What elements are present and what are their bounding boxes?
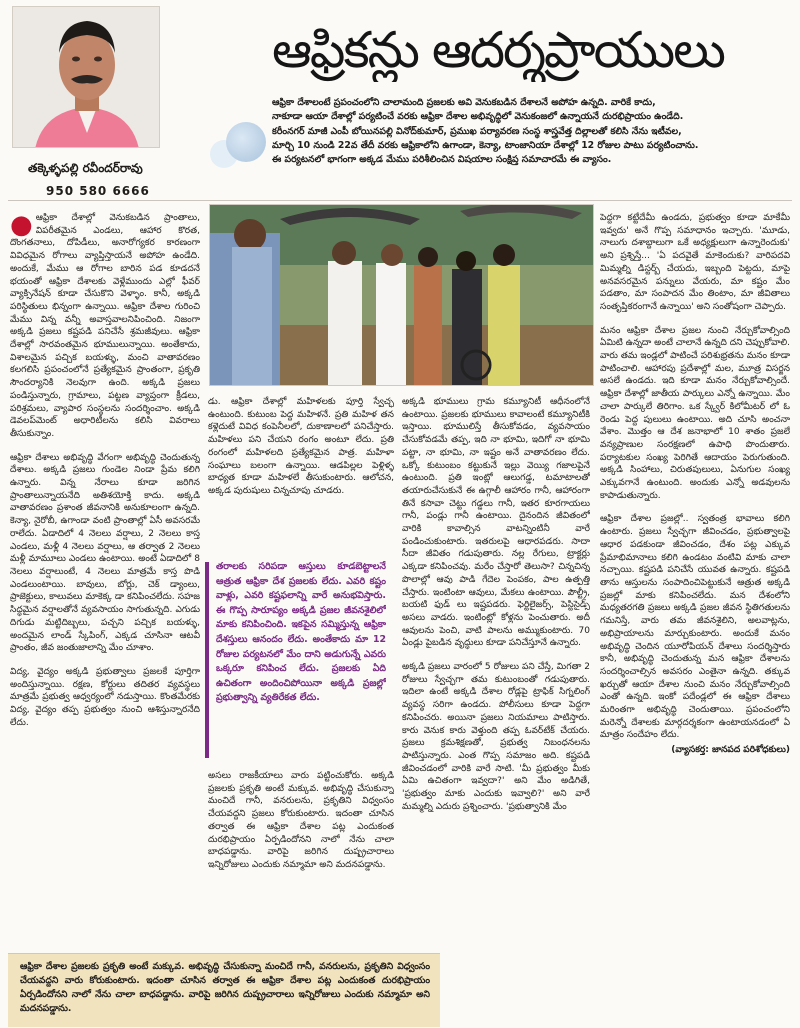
highlight-quote: తరాలకు సరిపడా ఆస్తులు కూడబెట్టాలనే ఆత్రుత ఆఫ్రికా దేశ ప్రజలకు లేదు. ఎవరి కష్టం వాళ్లు, ఎవరి కష్టఫలాన్ని వారే అనుభవిస్తారు. ఈ గొప్ప సారూప్యం అక్కడి ప్రజల జీవనశైలిలో మాకు కనిపించింది. ఇకపైన సమ్మిస్తున్న ఆఫ్రికా దేశస్తులు ఆనందం లేదు. అంతేకాదు మా 12 రోజుల పర్యటనలో మేం దాని అడుగున్నే ఎవరు ఒక్కరూ కనిపించ లేదు. ప్రజలకు ఏది ఉచితంగా అందించిపోయినా అక్కడి ప్రజల్లో ప్రభుత్వాన్ని వ్యతిరేకత లేదు. bbox=[216, 561, 386, 704]
intro-line: ఈ పర్యటనలో భాగంగా అక్కడ మేము పరిశీలించిన విషయాల సంక్షిప్త సమాచారమే ఈ వ్యాసం. bbox=[272, 154, 612, 166]
decorative-circle bbox=[226, 122, 266, 162]
article-column-1 bbox=[10, 212, 200, 948]
highlight-bar bbox=[205, 562, 209, 758]
author-photo bbox=[12, 6, 160, 148]
paragraph: మనం ఆఫ్రికా దేశాల ప్రజల నుంచి నేర్చుకోవాల్సింది ఏమిటి ఉన్నదా అంటే చాలానే ఉన్నది దని చెప్పుకోవాలి. వారు తమ ఇండ్లలో పాటించే పరిశుభ్రతను మనం కూడా పాటించాలి. ఆహారపు ప్రదేశాల్లో మల, మూత్ర విసర్జన అసలే ఉండదు. ఇది కూడా మనం నేర్చుకోవాల్సిందే. ఆఫ్రికా దేశాల్లో జాతీయ పార్కులు ఎన్నో ఉన్నాయి. మేం చాలా పార్కులే తిరిగాం. ఒక స్క్వేర్ కిలోమీటర్ లో ఓ రెండు పెద్ద పులులు ఉంటాయి. అది చూసి అంచనా వేశాం. మొత్తం ఆ దేశ జనాభాలో 10 శాతం ప్రజలే వన్యప్రాణుల సంరక్షణలో ఉపాధి పొందుతారు. పర్యాటకుల సంఖ్య పెరిగితే ఆదాయం పెరుగుతుంది. అక్కడి సింహాలు, చిరుతపులులు, ఏనుగుల సంఖ్య ఎక్కువగానే ఉంటుంది. అందుకు ఎన్నో అడవులను కాపాడుతున్నారు. bbox=[600, 325, 790, 501]
dropcap-mark: ● bbox=[10, 212, 33, 240]
pullquote-box: ఆఫ్రికా దేశాల ప్రజలకు ప్రకృతి అంటే మక్కువ. అభివృద్ధి చేసుకున్నా మంచిదే గానీ, వనరులను, ప్రకృతిని విధ్వంసం చేయవద్దని వారు కోరుకుంటారు. ఇదంతా చూసిన తర్వాత ఈ ఆఫ్రికా దేశాల పట్ల ఎందుకంత దురభిప్రాయం ఏర్పడిందోనని నాలో నేను చాలా బాధపడ్డాను. వారిపై జరిగిన దుష్ప్రచారాలు ఇన్నిరోజులు ఎందుకు నమ్మామా అని మదనపడ్డాను. bbox=[8, 953, 440, 1027]
article-column-2-bottom bbox=[208, 770, 394, 946]
article-column-3 bbox=[402, 396, 590, 1026]
author-phone: 950 580 6666 bbox=[46, 184, 150, 198]
article-column-2-top bbox=[208, 396, 394, 556]
paragraph: అక్కడి ప్రజలు వారంలో 5 రోజులు పని చేస్తే, మిగతా 2 రోజులు స్వేచ్ఛగా తమ కుటుంబంతో గడుపుతారు. ఇదిలా ఉంటే అక్కడి దేశాల రోడ్లపై ట్రాఫిక్ సిగ్నలింగ్ వ్యవస్థ సరిగా ఉండదు. పోలీసులు కూడా పెద్దగా కనిపించరు. అయినా ప్రజలు నియమాలు పాటిస్తారు. కారు వెనుక కారు వెళ్తుంది తప్ప ఓవర్‌టేక్ చేయరు. ప్రజలు క్రమశిక్షణతో, ప్రభుత్వ నిబంధనలను పాటిస్తున్నారు. ఎంత గొప్ప సమాజం అది. కష్టపడి జీవించడంలో వారికి వారే సాటి. 'మీ ప్రభుత్వం మీకు ఏమి ఉచితంగా ఇవ్వదా?' అని మేం అడిగితే, 'ప్రభుత్వం మాకు ఎందుకు ఇవ్వాలి?' అని వారే మమ్మల్ని ఎదురు ప్రశ్నించారు. 'ప్రభుత్వానికి మేం bbox=[402, 662, 590, 812]
paragraph: ఆఫ్రికా దేశాలు అభివృద్ధి వేగంగా అభివృద్ధి చెందుతున్న దేశాలు. అక్కడి ప్రజలు గుండెల నిండా ప్రేమ కలిగి ఉన్నారు. విన్న నేరాలు కూడా జరిగిన ప్రాంతాలున్నాయనేది అతిశయోక్తి కాదు. అక్కడి వాతావరణం ప్రశాంత జీవనానికి అనుకూలంగా ఉన్నది. కెన్యా, నైరోబీ, ఉగాండా వంటి ప్రాంతాల్లో ఏసీ అవసరమే రాలేదు. ఏడాదిలో 4 నెలలు వర్షాలు, 2 నెలలు కాస్త ఎండలు, మళ్లీ 4 నెలలు వర్షాలు, ఆ తర్వాత 2 నెలలు మళ్లీ మామూలు ఎండలు ఉంటాయి. అంటే ఏడాదిలో 8 నెలలు వర్షాలుంటే, 4 నెలలు మాత్రమే కాస్త పొడి ఎండలుంటాయి. బావులు, బోర్లు, చెక్ డ్యాంలు, ప్రాజెక్టులు, కాలువలు మాకెక్క డా కనిపించలేదు. సహజ సిద్ధమైన వర్షాలతోనే వ్యవసాయం సాగుతున్నది. ఎగుడు దిగుడు మట్టిదిబ్బలు, పచ్చని పచ్చిక బయళ్ళు, అందమైన లాండ్ స్కేపింగ్, ఎక్కడ చూసినా ఆటవీ ప్రాంతం, జీవ జంతుజాలాన్ని మేం చూశాం. bbox=[10, 452, 200, 654]
author-name: తక్కెళ్ళపల్లి రవీందర్‌రావు bbox=[28, 161, 143, 175]
paragraph: డు. ఆఫ్రికా దేశాల్లో మహిళలకు పూర్తి స్వేచ్ఛ ఉంటుంది. కుటుంబ పెద్ద మహిళనే. ప్రతి మహిళ తన కళ్లెదుటే వివిధ కంపెనీలలో, దుకాణాలలో పనిచేస్తారు. మహిళలు పని చేయని రంగం అంటూ లేదు. ప్రతి రంగంలో మహిళలది ప్రత్యేకమైన పాత్ర. మహిళా సంఘాలు బలంగా ఉన్నాయి. ఆడపిల్లల పెళ్లిళ్ళ బాధ్యత కూడా మహిళలే తీసుకుంటారు. ఆలోచన, అక్కడ పురుషులు చిన్నచూపు చూడరు. bbox=[208, 397, 394, 496]
intro-line: కరీంనగర్ మాజీ ఎంపీ బోయినపల్లి వినోద్‌కుమార్, ప్రముఖ పర్యావరణ సంస్థ శాస్త్రవేత్త దిల్లాలతో కలిసి నేను ఇటీవల, bbox=[272, 125, 682, 137]
paragraph: ● ఆఫ్రికా దేశాల్లో వెనుకబడిన ప్రాంతాలు, విపరీతమైన ఎండలు, ఆహార కొరత, దొంగతనాలు, దోపిడీలు, అనారోగ్యకర కారణంగా వివిధమైన రోగాలు వ్యాప్తిస్తాయనే అపోహ ఉండేది. అందుకే, మేము ఆ రోగాల బారిన పడ కూడదనే భయంతో ఆఫ్రికా దేశాలకు వెళ్లేముందు ఎల్లో ఫీవర్ వ్యాక్సినేషన్ కూడా చేసుకొని వెళ్ళాం. కానీ, అక్కడి పరిస్థితులు భిన్నంగా ఉన్నాయి. ఆఫ్రికా దేశాల గురించి మేము విన్న వన్నీ అవాస్తవాలనిపించింది. నిజంగా అక్కడి ప్రజలు కష్టపడి పనిచేసే శ్రమజీవులు. ఆఫ్రికా దేశాల్లో సారవంతమైన భూములున్నాయి. అంతేకాదు, విశాలమైన పచ్చిక బయళ్ళు, మంచి వాతావరణం కలగలిసి ప్రపంచంలోనే ప్రత్యేకమైన ప్రాంతంగా, ప్రకృతి సౌందర్యానికి నెలవుగా ఉంది. అక్కడి ప్రజలు పండిస్తున్నారు, గ్రామాలు, పట్టణ వ్యాప్తంగా క్రీడలు, పరిశ్రమలు, వ్యాపార సంస్థలను సందర్శించాం. అక్కడి డెవలప్‌మెంట్ అధారిటీలను కలిసి వివరాలు తీసుకున్నాం. bbox=[10, 212, 200, 439]
divider bbox=[8, 200, 792, 201]
intro-line: నాకూడా ఆయా దేశాల్లో పర్యటించే వరకు ఆఫ్రికా దేశాల అభివృద్ధిలో వెనుకంజలో ఉన్నాయనే దురభిప్రాయం ఉండేది. bbox=[272, 111, 684, 123]
paragraph: పెద్దగా కట్టేదేమీ ఉండదు, ప్రభుత్వం కూడా మాకేమీ ఇవ్వదు' అనే గొప్ప సమాధానం ఇచ్చారు. 'మూడు, నాలుగు దశాబ్దాలుగా ఒకే అధ్యక్షులుగా ఉన్నారెందుకు' అని ప్రశ్నిస్తే... 'ఏ పదవైతే మాకెందుకు? వారిపదవి మిమ్మల్ని డిస్టర్బ్ చేయదు, ఇబ్బంది పెట్టదు, మాపై అనవసరమైన పన్నులు వేయరు, మా కష్టం మేం పడతాం, మా సంపాదన మేం తింటాం, మా జీవితాలు సంతృప్తికరంగానే ఉన్నాయి' అని సంతోషంగా చెప్పారు. bbox=[600, 213, 790, 312]
paragraph: ఆఫ్రికా దేశాల ప్రజల్లో.. స్వతంత్ర భావాలు కలిగి ఉంటారు. ప్రజలు స్వేచ్ఛగా జీవించడం, ప్రభుత్వాలపై ఆధార పడకుండా జీవించడం, దేశం పట్ల ఎక్కువ ప్రేమాభిమానాలు కలిగి ఉండటం వంటివి మాకు చాలా నచ్చాయి. కష్టపడి పనిచేసే యువత ఉన్నారు. కష్టపడి తాను ఆస్తులను సంపాదించిపెట్టుకునే ఆత్రుత అక్కడి ప్రజల్లో మాకు కనిపించలేదు. మన దేశంలోని మధ్యతరగతి ప్రజలు అక్కడి ప్రజల జీవన స్థితిగతులను గమనిస్తే, వారు తమ జీవనశైలిని, అలవాట్లను, అభిప్రాయాలను మార్చుకుంటారు. అందుకే మనం అభివృద్ధి చెందిన యూరోపియన్ దేశాలు సందర్శిస్తారు కానీ, అభివృద్ధి చెందుతున్న మన ఆఫ్రికా దేశాలను సందర్శించాల్సిన అవసరం ఎంతైనా ఉన్నది. తక్కువ ఖర్చుతో ఆయా దేశాల నుంచి మనం నేర్చుకోవాల్సింది ఎంతో ఉన్నది. ఇంకో పదేండ్లలో ఈ ఆఫ్రికా దేశాలు మరింతగా అభివృద్ధి చెందుతాయి. ప్రపంచంలోని మరెన్నో దేశాలకు మార్గదర్శకంగా ఉంటాయనడంలో ఏ మాత్రం సందేహం లేదు. bbox=[600, 514, 790, 741]
headline: ఆఫ్రికన్లు ఆదర్శప్రాయులు bbox=[272, 21, 724, 79]
paragraph: అసలు రాజకీయాలు వారు పట్టించుకోరు. అక్కడి ప్రజలకు ప్రకృతి అంటే మక్కువ. అభివృద్ధి చేసుకున్నా మంచిదే గానీ, వనరులను, ప్రకృతిని విధ్వంసం చేయవద్దని ప్రజలు కోరుకుంటారు. ఇదంతా చూసిన తర్వాత ఈ ఆఫ్రికా దేశాల పట్ల ఎందుకంత దురభిప్రాయం ఏర్పడిందోనని నాలో నేను చాలా బాధపడ్డాను. వారిపై జరిగిన దుష్ప్రచారాలు ఇన్నిరోజులు ఎందుకు నమ్మామా అని మదనపడ్డాను. bbox=[208, 771, 394, 870]
paragraph: విద్య, వైద్యం అక్కడి ప్రభుత్వాలు ప్రజలకే పూర్తిగా అందిస్తున్నాయి. రక్షణ, కోర్టులు తదితర వ్యవస్థలు మాత్రమే ప్రభుత్వ ఆధ్వర్యంలో నడుస్తాయి. కొంతమేరకు విద్య, వైద్యం తప్ప ప్రభుత్వం నుంచి ఆశిస్తున్నారనేది లేదు. bbox=[10, 666, 200, 728]
paragraph: అక్కడి భూములు గ్రామ కమ్యూనిటీ ఆధీనంలోనే ఉంటాయి. ప్రజలకు భూములు కావాలంటే కమ్యూనిటీకి ఇస్తాయి. భూములిస్తే తీసుకోవడం, వ్యవసాయం చేసుకోవడమే తప్ప, ఇది నా భూమి, ఇదిగో నా భూమి పట్టా, నా భూమి, నా ఇష్టం అనే వాతావరణం లేదు. ఒక్కో కుటుంబం కట్టుకునే ఇల్లు వెయ్యి గజాలపైనే ఉంటుంది. ప్రతి ఇంట్లో ఆలుగడ్డ, టమాటాలతో తయారుచేసుకునే ఈ ఉగ్గాలీ ఆహారం గానీ, ఆహారంగా తినే కసావా చెట్టు గడ్డలు గానీ, ఇతర కూరగాయలు గానీ, పండ్లు గానీ ఉంటాయి. దైనందిన జీవితంలో వారికి కావాల్సిన వాటన్నింటినీ వారే పండించుకుంటారు. ఇతరులపై ఆధారపడరు. సాదా సీదా జీవితం గడుపుతారు. నల్ల రేగులు, ట్రాక్టర్లు ఎక్కడా కనిపించవు. మరేం చేస్తారో తెలుసా? చిన్నచిన్న పొలాల్లో ఆవు పాడి గేదెల పెంపకం, పాల ఉత్పత్తి చేస్తారు. ఇంటింటా ఆవులు, మేకలు ఉంటాయి. పౌల్ట్రీ, బయటి ఫుడ్ లు ఇష్టపడరు. ఫెర్టిలైజర్స్, పెస్టిసైడ్స్ అసలు వాడరు. ఇంటింట్లో కోళ్లను పెంచుతారు. అదీ ఆవులను పెంచి, వాటి పాలను అమ్ముకుంటారు. 70 ఏండ్లు పైబడిన వృద్ధులు కూడా పనిచేస్తూనే ఉన్నారు. bbox=[402, 397, 590, 649]
news-photo bbox=[209, 204, 594, 386]
intro-line: మార్చి 10 నుండి 22వ తేదీ వరకు ఆఫ్రికాలోని ఉగాండా, కెన్యా, టాంజానియా దేశాల్లో 12 రోజుల పాటు పర్యటించాను. bbox=[272, 139, 699, 151]
author-credit: (వ్యాసకర్త: జానపద పరిశోధకులు) bbox=[671, 745, 790, 756]
intro-line: ఆఫ్రికా దేశాలంటే ప్రపంచంలోని చాలామంది ప్రజలకు అవి వెనుకబడిన దేశాలనే అపోహ ఉన్నది. వారికే కాదు, bbox=[272, 97, 656, 108]
article-column-4 bbox=[600, 212, 790, 1020]
intro-paragraph bbox=[272, 96, 790, 186]
